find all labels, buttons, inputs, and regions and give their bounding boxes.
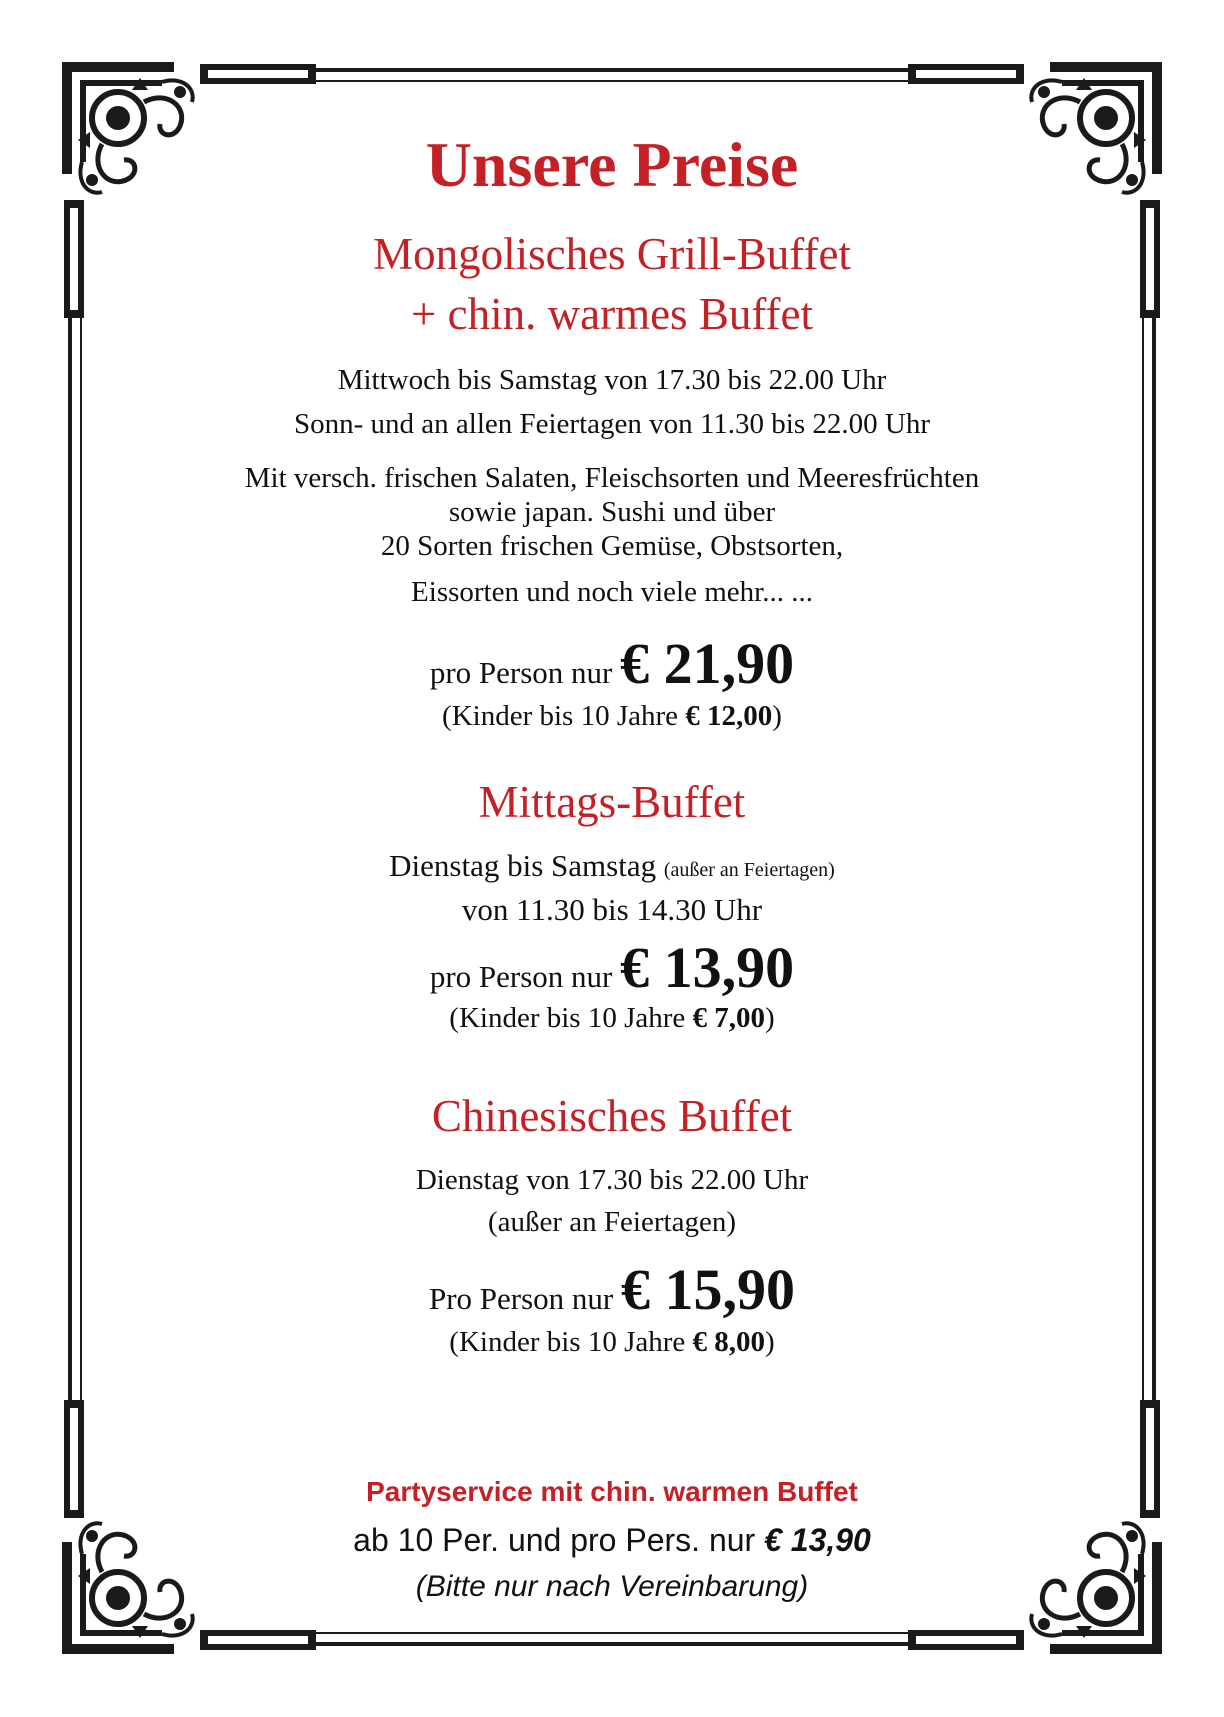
chinese-hours: Dienstag von 17.30 bis 22.00 Uhr bbox=[415, 1164, 809, 1196]
party-price-value: € 13,90 bbox=[764, 1522, 871, 1558]
mongol-hours-2: Sonn- und an allen Feiertagen von 11.30 bis 22.00 Uhr bbox=[293, 408, 931, 440]
mongol-hours-1: Mittwoch bis Samstag von 17.30 bis 22.00 Uhr bbox=[337, 364, 887, 396]
mongol-price-row bbox=[0, 630, 1224, 697]
kids-price-value: € 8,00 bbox=[692, 1326, 766, 1358]
chinese-heading: Chinesisches Buffet bbox=[431, 1091, 793, 1141]
chinese-price-row bbox=[0, 1256, 1224, 1323]
price-value: € 13,90 bbox=[620, 935, 795, 1000]
price-value: € 21,90 bbox=[620, 631, 795, 696]
kids-label: (Kinder bis 10 Jahre bbox=[442, 700, 679, 732]
mongol-desc-2: sowie japan. Sushi und über bbox=[448, 496, 776, 528]
kids-price-value: € 7,00 bbox=[692, 1002, 766, 1034]
mittag-heading: Mittags-Buffet bbox=[478, 777, 746, 827]
mittag-price-row bbox=[0, 934, 1224, 1001]
party-line-text: ab 10 Per. und pro Pers. nur bbox=[353, 1522, 756, 1558]
mittag-hours: von 11.30 bis 14.30 Uhr bbox=[461, 892, 763, 927]
mittag-days-note: (außer an Feiertagen) bbox=[663, 859, 835, 881]
page-title: Unsere Preise bbox=[425, 129, 799, 200]
mittag-days-text: Dienstag bis Samstag bbox=[389, 848, 657, 883]
price-value: € 15,90 bbox=[621, 1257, 796, 1322]
price-label: pro Person nur bbox=[429, 959, 613, 994]
kids-price-value: € 12,00 bbox=[685, 700, 773, 732]
mongol-kids-price: (Kinder bis 10 Jahre € 12,00) bbox=[442, 700, 782, 732]
mittag-kids-price: (Kinder bis 10 Jahre € 7,00) bbox=[449, 1002, 775, 1034]
price-label: Pro Person nur bbox=[428, 1281, 614, 1316]
mongol-heading-1: Mongolisches Grill-Buffet bbox=[373, 229, 851, 279]
mongol-heading-2: + chin. warmes Buffet bbox=[411, 289, 813, 339]
chinese-note: (außer an Feiertagen) bbox=[488, 1206, 736, 1238]
mongol-desc-3: 20 Sorten frischen Gemüse, Obstsorten, bbox=[380, 530, 844, 562]
mittag-days bbox=[0, 848, 1224, 884]
party-heading: Partyservice mit chin. warmen Buffet bbox=[366, 1476, 858, 1507]
mongol-desc-1: Mit versch. frischen Salaten, Fleischsorten und Meeresfrüchten bbox=[244, 462, 980, 494]
kids-label: (Kinder bis 10 Jahre bbox=[449, 1002, 686, 1034]
party-price-line bbox=[0, 1522, 1224, 1559]
chinese-kids-price: (Kinder bis 10 Jahre € 8,00) bbox=[449, 1326, 775, 1358]
kids-label: (Kinder bis 10 Jahre bbox=[449, 1326, 686, 1358]
price-label: pro Person nur bbox=[429, 655, 613, 690]
mongol-desc-4: Eissorten und noch viele mehr... ... bbox=[411, 576, 813, 608]
party-note: (Bitte nur nach Vereinbarung) bbox=[415, 1570, 809, 1603]
